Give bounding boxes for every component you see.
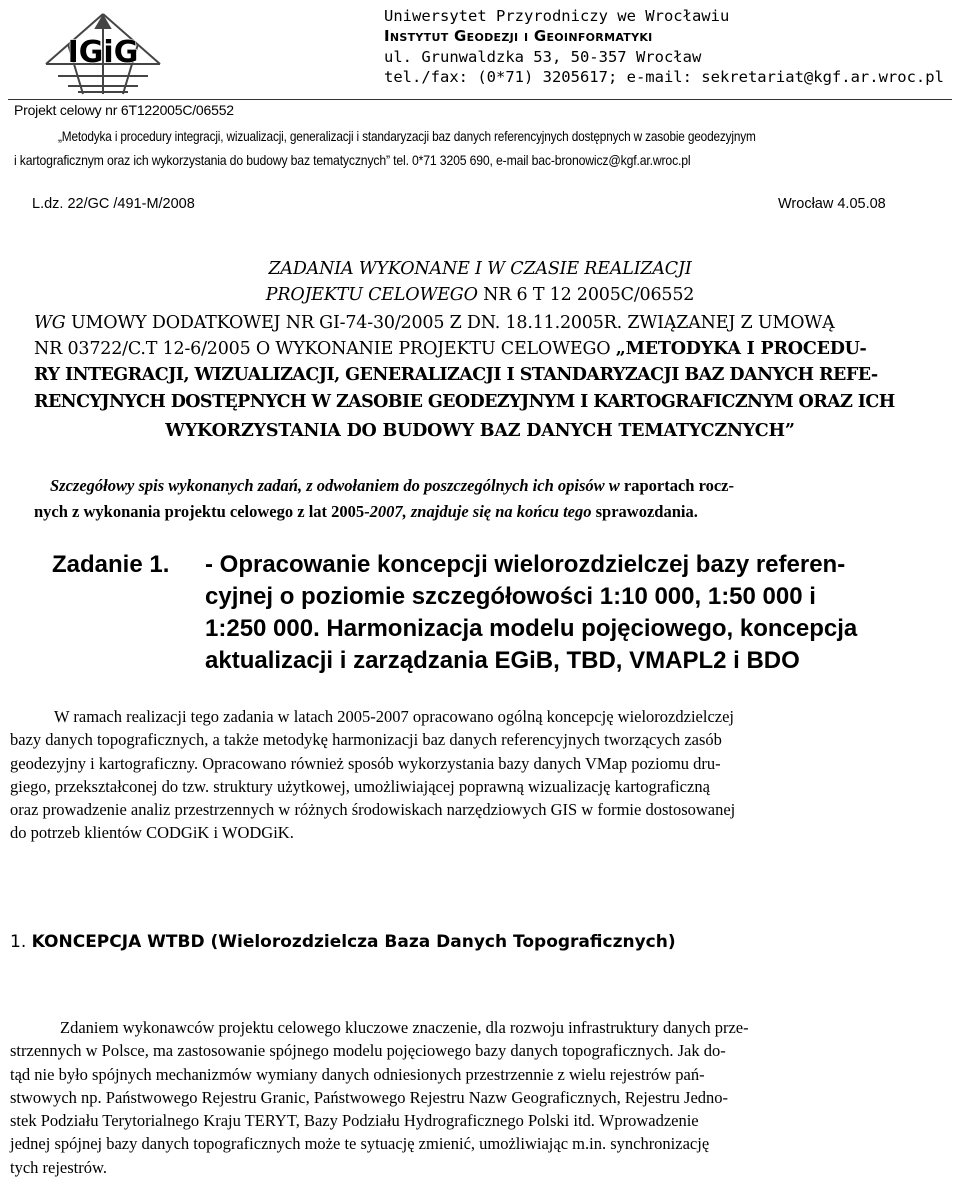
document-date: Wrocław 4.05.08: [778, 196, 886, 212]
section-paragraph: Zdaniem wykonawców projektu celowego kluczowe znaczenie, dla rozwoju infrastruktury danych prze- strzennych w Polsce, ma zastosowanie spójnego modelu pojęciowego bazy danych topograficznych. Jak do- tąd nie było spójnych mechanizmów wymiany danych odniesionych przestrzennie z wielu rejestrów pań- stwowych np. Państwowego Rejestru Granic, Państwowego Rejestru Nazw Geograficznych, Rejestru Jedno- stek Podziału Terytorialnego Kraju TERYT, Bazy Podziału Hydrograficznego Polski itd. Wprowadzenie jednej spójnej bazy danych topograficznych może te sytuację zmienić, umożliwiając m.in. synchronizację tych rejestrów.: [10, 1018, 749, 1177]
task-title-line-2: cyjnej o poziomie szczegółowości 1:10 000, 1:50 000 i: [205, 583, 816, 610]
task-title-line-4: aktualizacji i zarządzania EGiB, TBD, VMAPL2 i BDO: [205, 647, 800, 674]
institute-contact: tel./fax: (0*71) 3205617; e-mail: sekretariat@kgf.ar.wroc.pl: [384, 68, 944, 86]
title-line-1: ZADANIA WYKONANE I W CZASIE REALIZACJI: [268, 259, 692, 279]
university-name: Uniwersytet Przyrodniczy we Wrocławiu: [384, 7, 730, 25]
task-description: W ramach realizacji tego zadania w latach 2005-2007 opracowano ogólną koncepcję wielorozdzielczej bazy danych topograficznych, a także metodykę harmonizacji baz danych referencyjnych tworzących zasób geodezyjny i kartograficzny. Opracowano również sposób wykorzystania bazy danych VMap poziomu dru- giego, przekształconej do tzw. struktury użytkowej, umożliwiającej poprawną wizualizację kartograficzną oraz prowadzenie analiz przestrzennych w różnych środowiskach narzędziowych GIS w formie dostosowanej do potrzeb klientów CODGiK i WODGiK.: [10, 707, 736, 843]
title-line-7: WYKORZYSTANIA DO BUDOWY BAZ DANYCH TEMATYCZNYCH”: [165, 421, 795, 441]
task-title-line-1: - Opracowanie koncepcji wielorozdzielczej bazy referen-: [205, 551, 846, 578]
reference-number: L.dz. 22/GC /491-M/2008: [32, 196, 195, 212]
project-number: Projekt celowy nr 6T122005C/06552: [14, 102, 234, 118]
project-title-line1: „Metodyka i procedury integracji, wizualizacji, generalizacji i standaryzacji baz danych referencyjnych dostępnych w zasobie geodezyjnym: [58, 128, 756, 144]
intro-line-2: nych z wykonania projektu celowego z lat 2005-2007, znajduje się na końcu tego sprawozdania.: [34, 502, 698, 521]
project-title-line2: i kartograficznym oraz ich wykorzystania do budowy baz tematycznych” tel. 0*71 3205 690, e-mail bac-bronowicz@kgf.ar.wroc.pl: [14, 152, 691, 168]
svg-text:IGiG: IGiG: [67, 35, 139, 70]
section-heading: 1. KONCEPCJA WTBD (Wielorozdzielcza Baza Danych Topograficznych): [10, 932, 676, 952]
title-line-2: PROJEKTU CELOWEGO NR 6 T 12 2005C/06552: [265, 285, 695, 305]
title-line-4: NR 03722/C.T 12-6/2005 O WYKONANIE PROJEKTU CELOWEGO „METODYKA I PROCEDU-: [34, 339, 867, 359]
institute-address: ul. Grunwaldzka 53, 50-357 Wrocław: [384, 48, 702, 66]
title-line-5: RY INTEGRACJI, WIZUALIZACJI, GENERALIZACJI I STANDARYZACJI BAZ DANYCH REFE-: [34, 365, 878, 385]
title-line-6: RENCYJNYCH DOSTĘPNYCH W ZASOBIE GEODEZYJNYM I KARTOGRAFICZNYM ORAZ ICH: [34, 392, 895, 412]
task-title-line-3: 1:250 000. Harmonizacja modelu pojęciowego, koncepcja: [205, 615, 858, 642]
title-line-3: WG UMOWY DODATKOWEJ NR GI-74-30/2005 Z DN. 18.11.2005R. ZWIĄZANEJ Z UMOWĄ: [34, 313, 835, 333]
igig-logo: [38, 4, 168, 96]
institute-name: Instytut Geodezji i Geoinformatyki: [384, 27, 653, 45]
intro-line-1: Szczegółowy spis wykonanych zadań, z odwołaniem do poszczególnych ich opisów w raportach rocz-: [50, 476, 735, 495]
header-divider: [8, 99, 952, 100]
task-label: Zadanie 1.: [52, 551, 170, 578]
